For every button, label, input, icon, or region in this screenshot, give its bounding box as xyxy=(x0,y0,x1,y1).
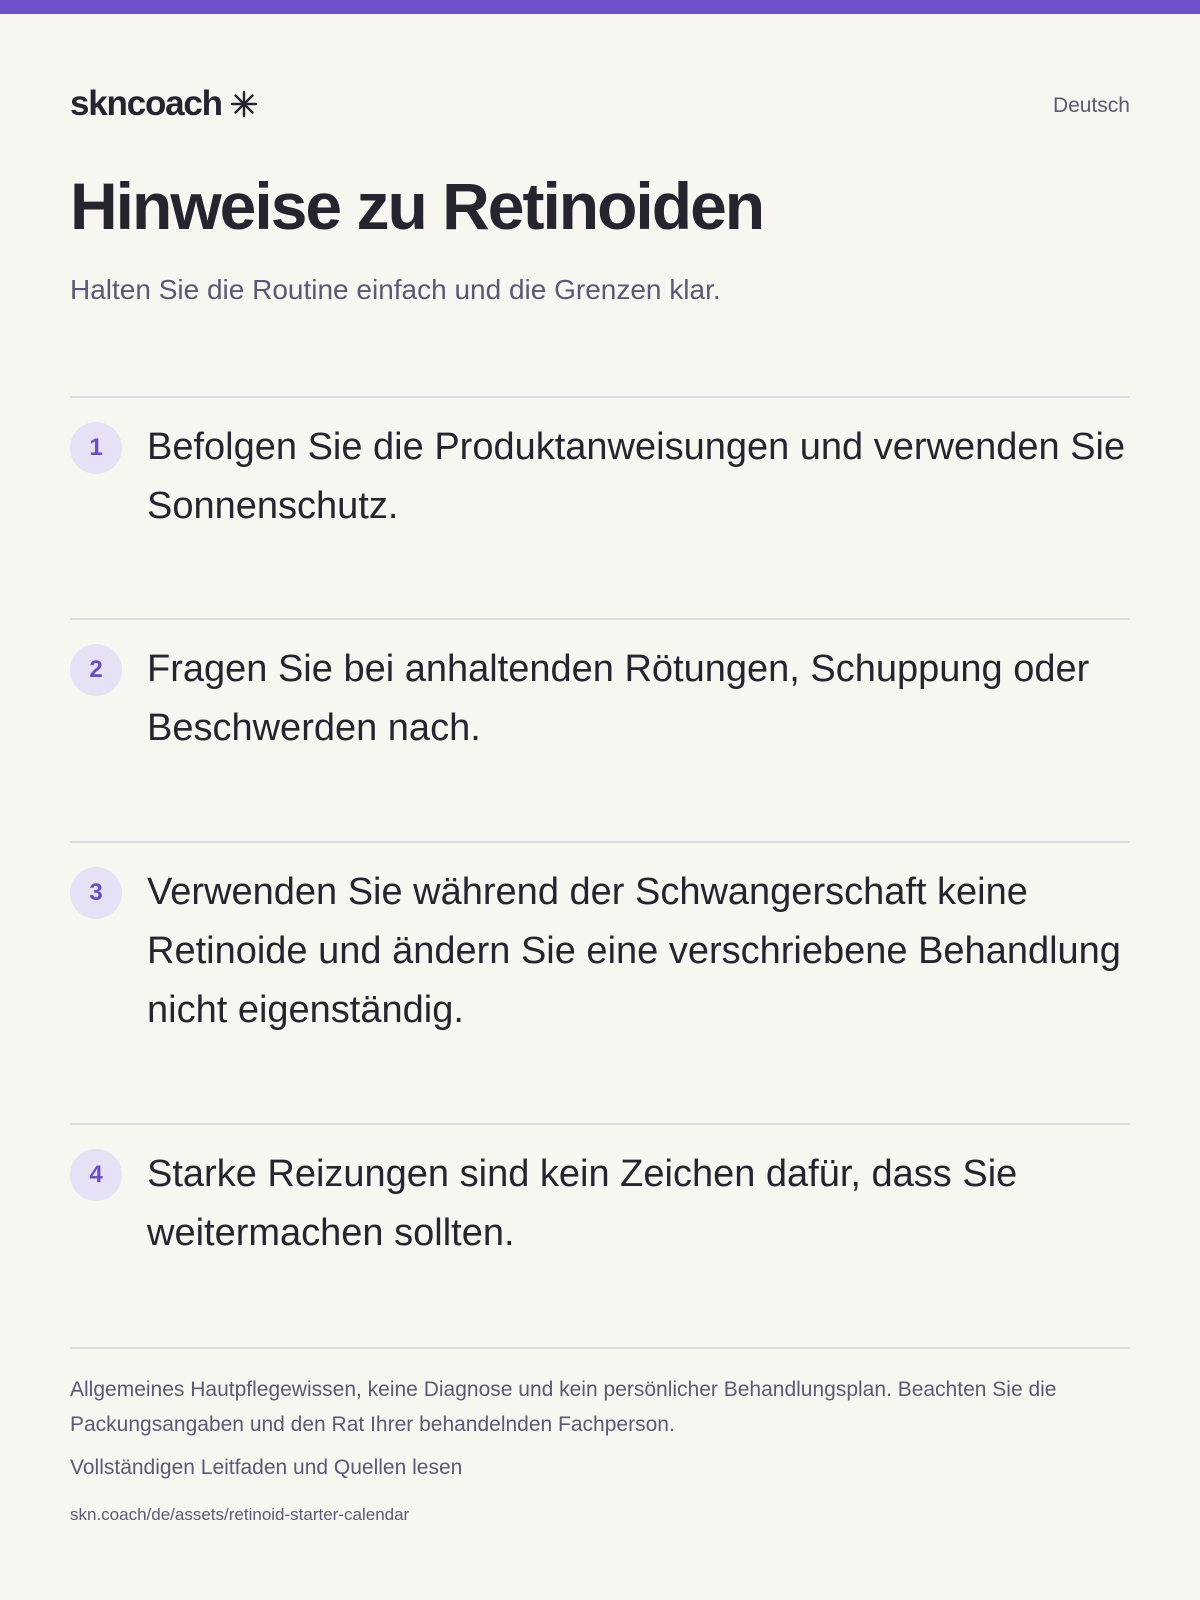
divider xyxy=(70,396,1130,398)
footer-divider xyxy=(70,1347,1130,1349)
asterisk-icon xyxy=(230,90,258,118)
item-text: Verwenden Sie während der Schwangerschaft keine Retinoide und ändern Sie eine verschriebene Behandlung nicht eigenständig. xyxy=(147,871,1121,1031)
disclaimer-text: Allgemeines Hautpflegewissen, keine Diagnose und kein persönlicher Behandlungsplan. Beachten Sie die Packungsangaben und den Rat Ihrer behandelnden Fachperson. xyxy=(70,1378,1057,1436)
header xyxy=(70,84,1130,134)
item-number-badge: 3 xyxy=(70,867,122,919)
item-number-badge: 1 xyxy=(70,422,122,474)
divider xyxy=(70,618,1130,620)
brand-name: skncoach xyxy=(70,84,222,123)
item-text: Fragen Sie bei anhaltenden Rötungen, Schuppung oder Beschwerden nach. xyxy=(147,648,1090,749)
item-text: Befolgen Sie die Produktanweisungen und verwenden Sie Sonnenschutz. xyxy=(147,426,1126,527)
brand-logo[interactable] xyxy=(70,84,258,124)
page-subtitle: Halten Sie die Routine einfach und die Grenzen klar. xyxy=(70,274,721,305)
accent-top-bar xyxy=(0,0,1200,14)
page-title: Hinweise zu Retinoiden xyxy=(70,169,764,243)
divider xyxy=(70,1123,1130,1125)
item-number-badge: 2 xyxy=(70,644,122,696)
source-url: skn.coach/de/assets/retinoid-starter-calendar xyxy=(70,1505,410,1524)
language-selector[interactable]: Deutsch xyxy=(1052,94,1130,117)
item-text: Starke Reizungen sind kein Zeichen dafür, dass Sie weitermachen sollten. xyxy=(147,1153,1018,1254)
item-number-badge: 4 xyxy=(70,1149,122,1201)
divider xyxy=(70,841,1130,843)
full-guide-link[interactable]: Vollständigen Leitfaden und Quellen lesen xyxy=(70,1456,463,1479)
